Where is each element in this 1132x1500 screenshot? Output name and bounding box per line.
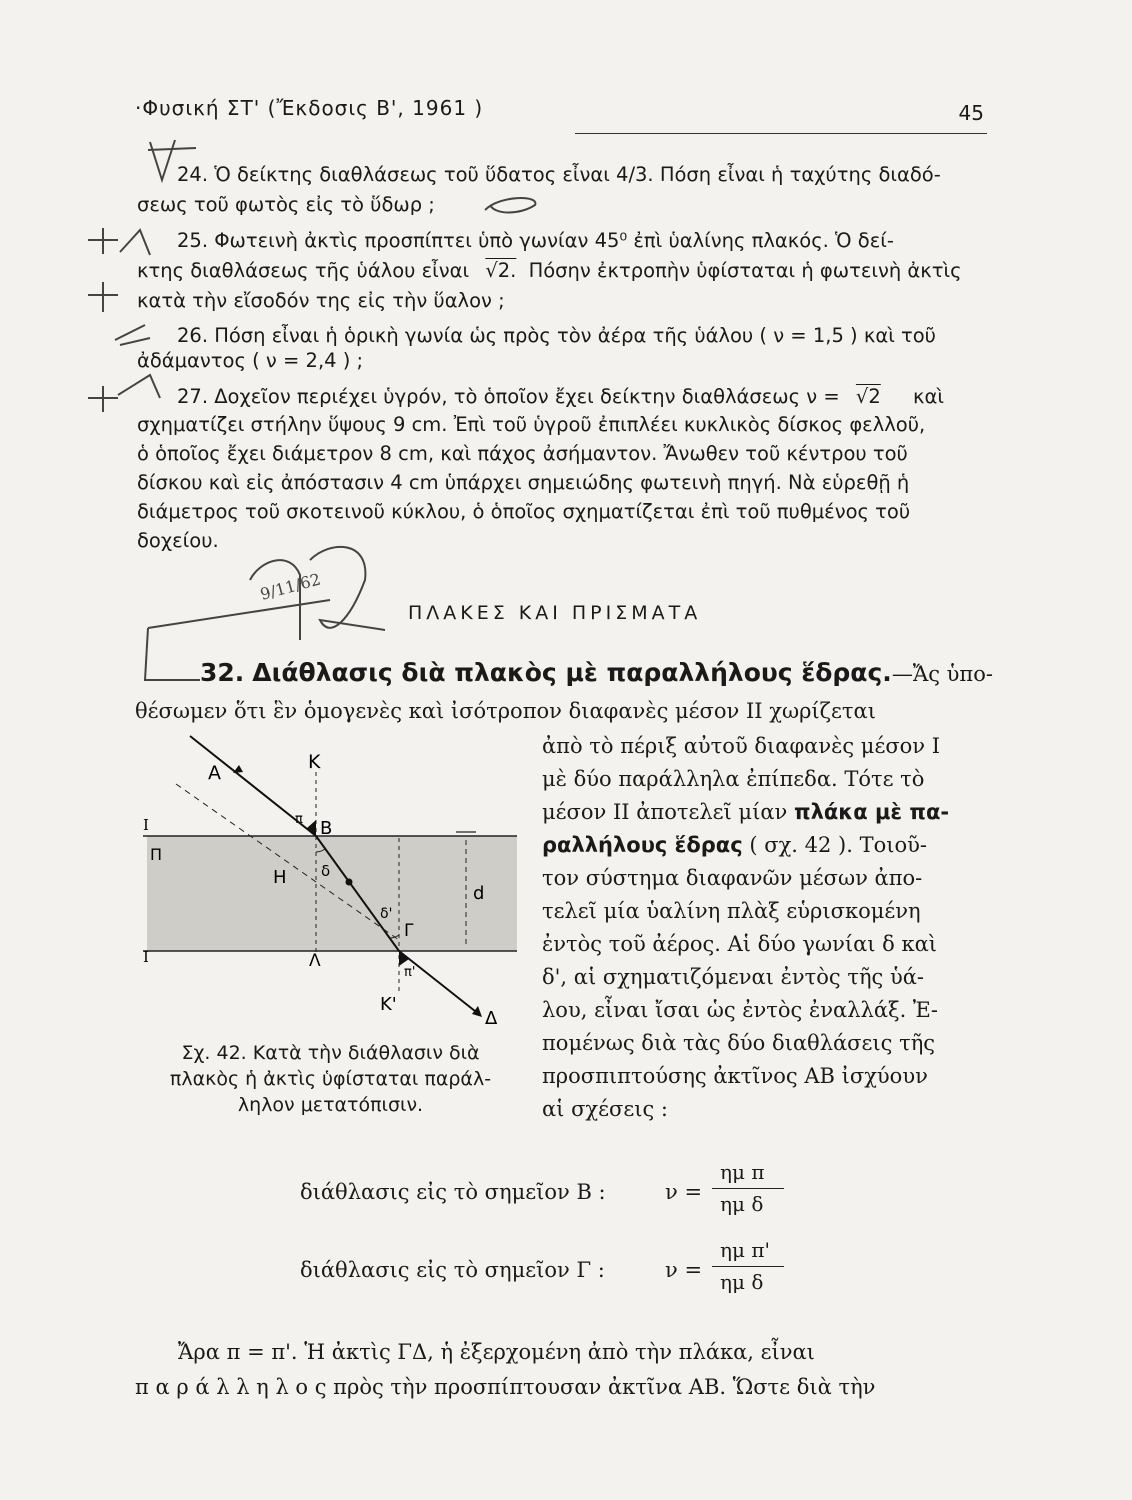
- section-number: 32.: [200, 658, 245, 687]
- label-B: Β: [320, 818, 333, 839]
- handwritten-marks: [88, 140, 535, 680]
- term-parallel-faces: ραλλήλους ἕδρας: [542, 833, 743, 857]
- label-K: Κ: [308, 751, 321, 773]
- term-plate: πλάκα μὲ πα-: [793, 800, 950, 824]
- label-Lambda: Λ: [309, 951, 321, 971]
- exercise-27-line-2: σχηματίζει στήλην ὕψους 9 cm. Ἐπὶ τοῦ ὑγροῦ ἐπιπλέει κυκλικὸς δίσκος φελλοῦ,: [137, 413, 926, 436]
- paragraph-line: λου, εἶναι ἴσαι ὡς ἐντὸς ἐναλλάξ. Ἐ-: [542, 998, 938, 1022]
- paragraph-line: τον σύστημα διαφανῶν μέσων ἀπο-: [542, 866, 923, 890]
- paragraph-line: τελεῖ μία ὑαλίνη πλὰξ εὑρισκομένη: [542, 899, 921, 923]
- paragraph-line: ραλλήλους ἕδρας ( σχ. 42 ). Τοιοῦ-: [542, 833, 927, 857]
- paragraph-line: πομένως διὰ τὰς δύο διαθλάσεις τῆς: [542, 1031, 936, 1055]
- label-Pi: Π: [150, 845, 163, 864]
- equation-Gamma-lhs: ν =: [665, 1258, 703, 1282]
- label-pi-prime: π': [404, 965, 416, 980]
- label-Gamma: Γ: [404, 921, 414, 941]
- exercise-27-line-1: 27. Δοχεῖον περιέχει ὑγρόν, τὸ ὁποῖον ἔχει δείκτην διαθλάσεως ν = √2 καὶ: [177, 385, 944, 408]
- paragraph-first-line: θέσωμεν ὅτι ἓν ὁμογενὲς καὶ ἰσότροπον διαφανὲς μέσον ΙΙ χωρίζεται: [135, 699, 876, 723]
- label-H: Η: [273, 867, 287, 888]
- paragraph-line: ἀπὸ τὸ πέριξ αὐτοῦ διαφανὲς μέσον Ι: [542, 734, 941, 758]
- closing-line-1: Ἄρα π = π'. Ἡ ἀκτὶς ΓΔ, ἡ ἐξερχομένη ἀπὸ τὴν πλάκα, εἶναι: [178, 1340, 815, 1364]
- figure-caption: Σχ. 42. Κατὰ τὴν διάθλασιν διὰ πλακὸς ἡ ἀκτὶς ὑφίσταται παράλ- ληλον μετατόπισιν.: [169, 1042, 492, 1116]
- exercise-27-line-6: δοχείου.: [137, 529, 219, 552]
- paragraph-line: δ', αἱ σχηματιζόμεναι ἐντὸς τῆς ὑά-: [542, 965, 924, 989]
- page-number: 45: [958, 101, 984, 125]
- exercise-24-line-1: 24. Ὁ δείκτης διαθλάσεως τοῦ ὕδατος εἶναι 4/3. Πόση εἶναι ἡ ταχύτης διαδό-: [177, 163, 941, 186]
- equation-B-lhs: ν =: [665, 1180, 703, 1204]
- exercise-26-line-2: ἀδάμαντος ( ν = 2,4 ) ;: [137, 349, 364, 372]
- exercise-27-line-4: δίσκου καὶ εἰς ἀπόστασιν 4 cm ὑπάρχει σημειώδης φωτεινὴ πηγή. Νὰ εὑρεθῇ ἡ: [137, 471, 910, 494]
- closing-line-2: π α ρ ά λ λ η λ ο ς πρὸς τὴν προσπίπτουσαν ἀκτῖνα ΑΒ. Ὥστε διὰ τὴν: [135, 1375, 876, 1399]
- arrow-head: [472, 1006, 482, 1017]
- paragraph-line: αἱ σχέσεις :: [542, 1097, 668, 1121]
- paragraph-line: ἐντὸς τοῦ ἀέρος. Αἱ δύο γωνίαι δ καὶ: [542, 932, 938, 956]
- label-I-top: Ι: [143, 816, 149, 834]
- section-title: ΠΛΑΚΕΣ ΚΑΙ ΠΡΙΣΜΑΤΑ: [408, 602, 702, 624]
- arrow-head: [233, 765, 243, 773]
- label-delta-prime: δ': [380, 906, 393, 922]
- exercise-27-line-3: ὁ ὁποῖος ἔχει διάμετρον 8 cm, καὶ πάχος ἀσήμαντον. Ἄνωθεν τοῦ κέντρου τοῦ: [137, 442, 908, 465]
- label-A: Α: [208, 762, 221, 784]
- exercise-27-line-5: διάμετρος τοῦ σκοτεινοῦ κύκλου, ὁ ὁποῖος σχηματίζεται ἐπὶ τοῦ πυθμένος τοῦ: [137, 500, 911, 523]
- label-I-bottom: Ι: [143, 948, 149, 966]
- fraction-bar: [712, 1266, 784, 1267]
- equation-B-numerator: ημ π: [720, 1160, 765, 1184]
- paragraph-line: μὲ δύο παράλληλα ἐπίπεδα. Τότε τὸ: [542, 767, 925, 791]
- exercise-25-line-2: κτης διαθλάσεως τῆς ὑάλου εἶναι √2. Πόσην ἐκτροπὴν ὑφίσταται ἡ φωτεινὴ ἀκτὶς: [137, 259, 962, 282]
- exercise-25-line-1: 25. Φωτεινὴ ἀκτὶς προσπίπτει ὑπὸ γωνίαν 45⁰ ἐπὶ ὑαλίνης πλακός. Ὁ δεί-: [177, 229, 894, 252]
- label-delta: δ: [321, 862, 331, 880]
- label-Delta: Δ: [485, 1008, 498, 1029]
- label-d: d: [473, 883, 485, 904]
- equation-B-label: διάθλασις εἰς τὸ σημεῖον Β :: [300, 1180, 606, 1204]
- fraction-bar: [712, 1188, 784, 1189]
- section-heading-text: Διάθλασις διὰ πλακὸς μὲ παραλλήλους ἕδρας.: [252, 658, 892, 687]
- label-K-prime: Κ': [380, 994, 397, 1015]
- label-pi: π: [295, 812, 303, 827]
- section-heading-lead: —Ἄς ὑπο-: [891, 662, 993, 686]
- equation-B-denominator: ημ δ: [720, 1192, 764, 1216]
- equation-Gamma-numerator: ημ π': [720, 1238, 770, 1262]
- handwritten-date: 9/11/62: [258, 569, 323, 604]
- paragraph-line: προσπιπτούσης ἀκτῖνος ΑΒ ἰσχύουν: [542, 1064, 928, 1088]
- exercise-26-line-1: 26. Πόση εἶναι ἡ ὁρικὴ γωνία ὡς πρὸς τὸν ἀέρα τῆς ὑάλου ( ν = 1,5 ) καὶ τοῦ: [177, 324, 936, 347]
- equation-Gamma-denominator: ημ δ: [720, 1270, 764, 1294]
- emergent-ray: [399, 951, 480, 1015]
- exercise-25-line-3: κατὰ τὴν εἴσοδόν της εἰς τὴν ὕαλον ;: [137, 289, 505, 312]
- exercise-24-line-2: σεως τοῦ φωτὸς εἰς τὸ ὕδωρ ;: [137, 193, 435, 216]
- equation-Gamma-label: διάθλασις εἰς τὸ σημεῖον Γ :: [300, 1258, 605, 1282]
- running-title: ·Φυσική ΣΤ' (Ἔκδοσις Β', 1961 ): [135, 96, 484, 120]
- paragraph-line: μέσον ΙΙ ἀποτελεῖ μίαν πλάκα μὲ πα-: [542, 800, 950, 824]
